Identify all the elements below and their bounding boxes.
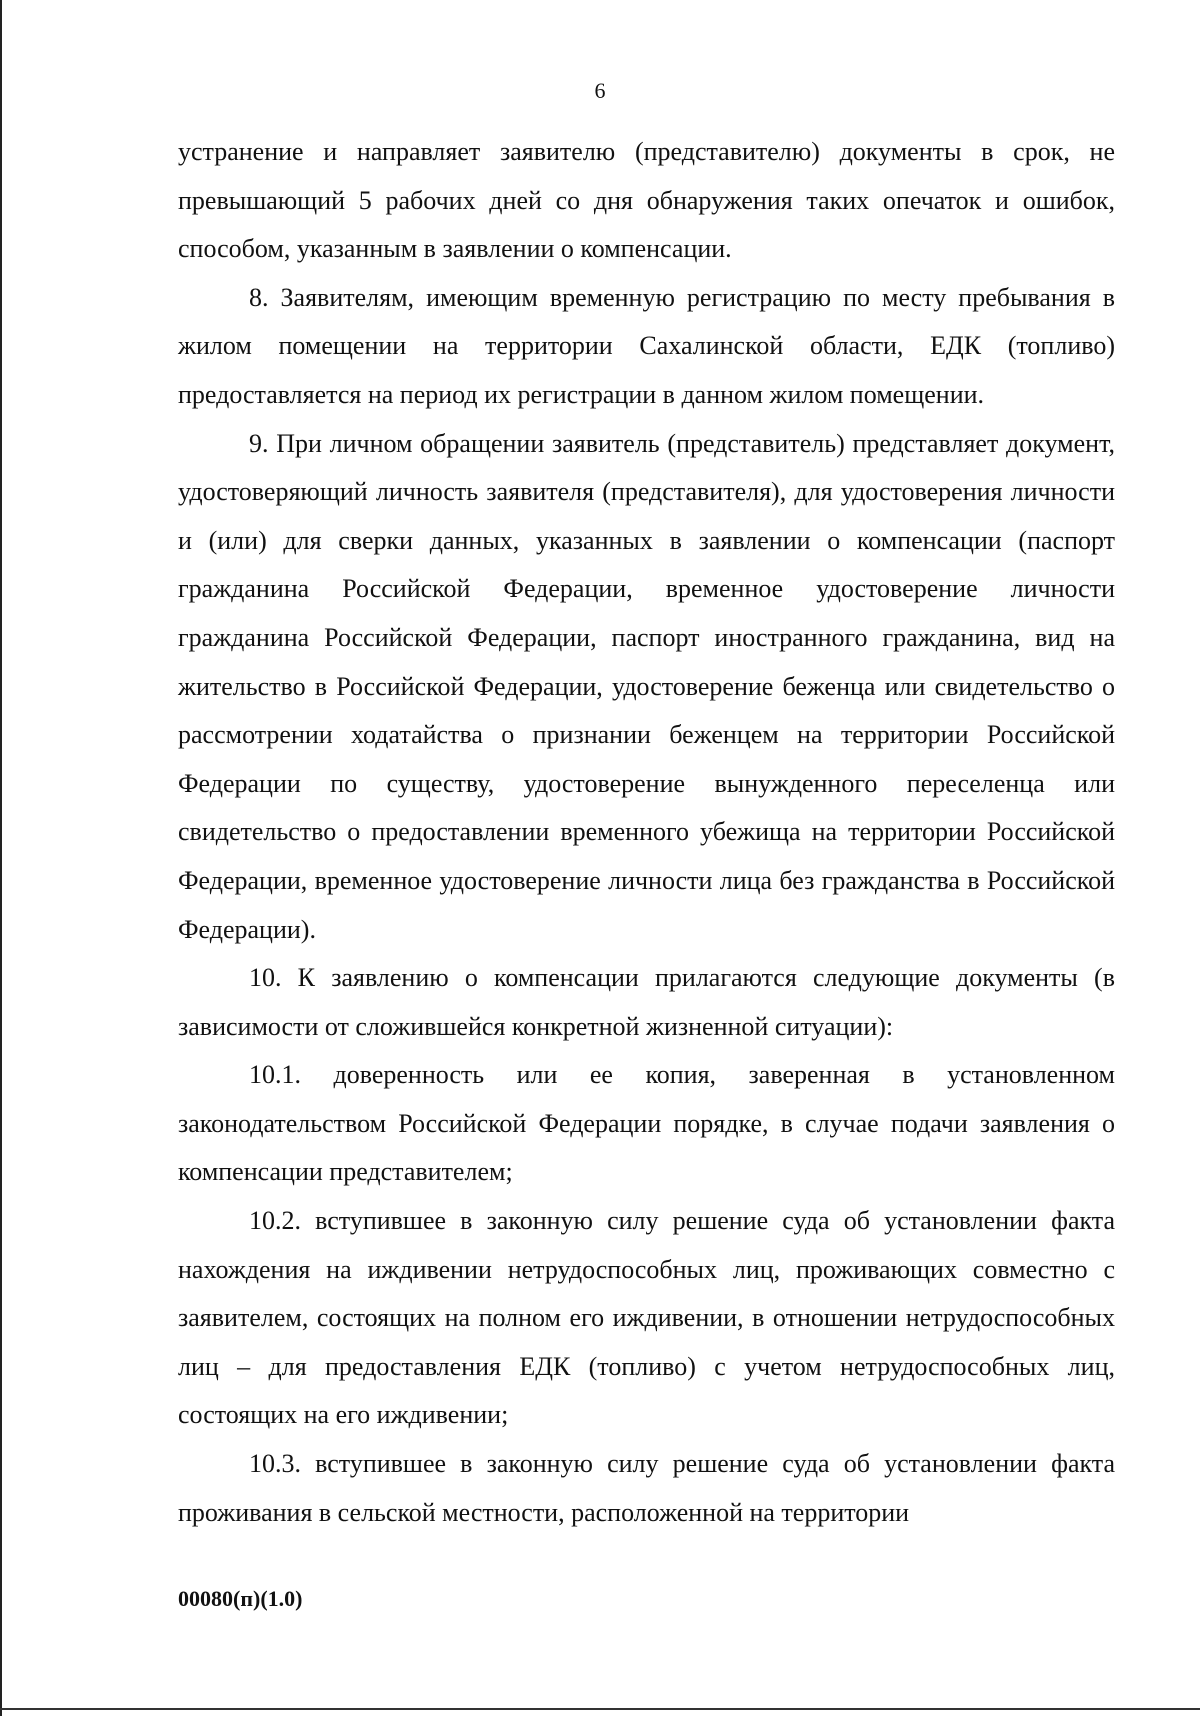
paragraph-10-1: 10.1. доверенность или ее копия, заверенная в установленном законодательством Российской Федерации порядке, в случае подачи заявления о компенсации представителем;	[178, 1060, 1115, 1187]
scan-edge-left	[0, 0, 2, 1716]
document-code: 00080(п)(1.0)	[178, 1586, 303, 1611]
paragraph-10: 10. К заявлению о компенсации прилагаются следующие документы (в зависимости от сложившейся конкретной жизненной ситуации):	[178, 963, 1115, 1041]
paragraph-continuation: устранение и направляет заявителю (представителю) документы в срок, не превышающий 5 рабочих дней со дня обнаружения таких опечаток и ошибок, способом, указанным в заявлении о компенсации.	[178, 137, 1115, 264]
body-text	[178, 128, 1115, 1537]
paragraph-8: 8. Заявителям, имеющим временную регистрацию по месту пребывания в жилом помещении на территории Сахалинской области, ЕДК (топливо) предоставляется на период их регистрации в данном жилом помещении.	[178, 282, 1115, 409]
scan-edge-bottom	[0, 1708, 1200, 1710]
paragraph-10-3: 10.3. вступившее в законную силу решение суда об установлении факта проживания в сельской местности, расположенной на территории	[178, 1449, 1115, 1527]
paragraph-9: 9. При личном обращении заявитель (представитель) представляет документ, удостоверяющий личность заявителя (представителя), для удостоверения личности и (или) для сверки данных, указанных в заявлении о компенсации (паспорт гражданина Российской Федерации, временное удостоверение личности гражданина Российской Федерации, паспорт иностранного гражданина, вид на жительство в Российской Федерации, удостоверение беженца или свидетельство о рассмотрении ходатайства о признании беженцем на территории Российской Федерации по существу, удостоверение вынужденного переселенца или свидетельство о предоставлении временного убежища на территории Российской Федерации, временное удостоверение личности лица без гражданства в Российской Федерации).	[178, 428, 1115, 944]
page-number: 6	[594, 78, 606, 103]
paragraph-10-2: 10.2. вступившее в законную силу решение суда об установлении факта нахождения на иждивении нетрудоспособных лиц, проживающих совместно с заявителем, состоящих на полном его иждивении, в отношении нетрудоспособных лиц – для предоставления ЕДК (топливо) с учетом нетрудоспособных лиц, состоящих на его иждивении;	[178, 1206, 1115, 1430]
